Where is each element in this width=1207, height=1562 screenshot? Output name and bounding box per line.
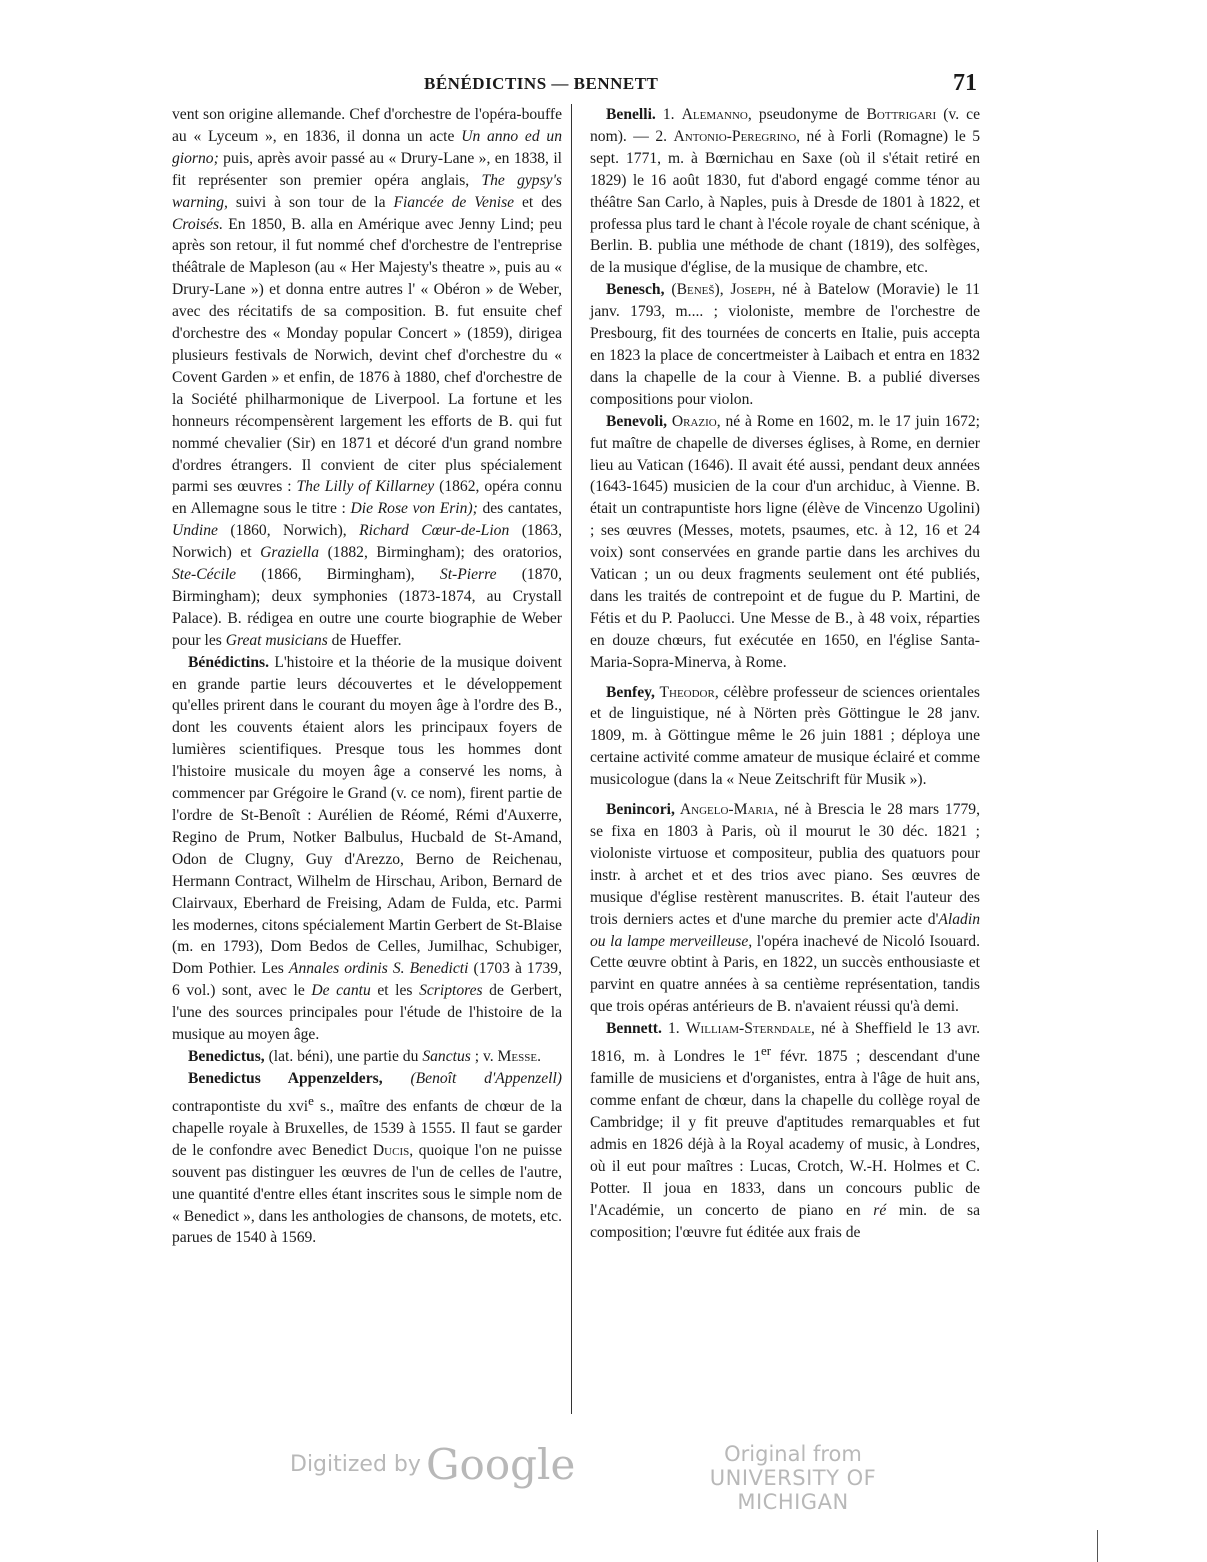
- entry-headword: Benevoli,: [606, 412, 668, 430]
- entry-bennett: Bennett. 1. William-Sterndale, né à Sheffield le 13 avr. 1816, m. à Londres le 1er févr. 1875 ; descendant d'une famille de musiciens et d'organistes, entra à l'âge de huit ans, comme enfant de chœur, dans la chapelle du collège royal de Cambridge; il y fit preuve d'aptitudes remarquables et fut admis en 1826 déjà à la Royal academy of music, à Londres, où il eut pour maîtres : Lucas, Crotch, W.-H. Holmes et C. Potter. Il joua en 1833, dans un concours public de l'Académie, un concerto de piano en ré min. de sa composition; l'œuvre fut éditée aux frais de: [590, 1020, 981, 1241]
- page-number: 71: [953, 70, 977, 96]
- scan-edge-mark: [1097, 1530, 1098, 1562]
- entry-benedictins: Bénédictins. L'histoire et la théorie de la musique doivent en grande partie leurs découvertes et le développement qu'elles prirent dans le courant du moyen âge à l'ordre des B., dont les couvents étaient alors les principaux foyers de lumières scientifiques. Presque tous les hommes dont l'histoire musicale du moyen âge a conservé les noms, à commencer par Grégoire le Grand (v. ce nom), firent partie de l'ordre de St-Benoît : Aurélien de Réomé, Rémi d'Auxerre, Regino de Prum, Notker Balbulus, Hucbald de St-Amand, Odon de Clugny, Guy d'Arezzo, Berno de Reichenau, Hermann Contract, Wilhelm de Hirschau, Aribon, Bernard de Clairvaux, Eberhard de Freising, Adam de Fulda, etc. Parmi les modernes, citons spécialement Martin Gerbert de St-Blaise (m. en 1793), Dom Bedos de Celles, Jumilhac, Schubiger, Dom Pothier. Les Annales ordinis S. Benedicti (1703 à 1739, 6 vol.) sont, avec le De cantu et les Scriptores de Gerbert, l'une des sources principales pour l'étude de l'histoire de la musique au moyen âge.: [172, 653, 562, 1044]
- entry-benelli: Benelli. 1. Alemanno, pseudonyme de Bottrigari (v. ce nom). — 2. Antonio-Peregrino, né à Forli (Romagne) le 5 sept. 1771, m. à Bœrnichau en Saxe (où il s'était retiré en 1829) le 16 août 1830, fut d'abord engagé comme ténor au théâtre San Carlo, à Naples, puis à Dresde de 1801 à 1822, et professa plus tard le chant à l'école royale de chant scénique, à Berlin. B. publia une méthode de chant (1819), des solfèges, de la musique d'église, de la musique de chambre, etc.: [590, 106, 980, 277]
- original-from-watermark: [668, 1442, 918, 1514]
- entry-headword: Benesch,: [606, 281, 665, 299]
- entry-headword: Bénédictins.: [188, 653, 270, 671]
- column-divider: [571, 104, 572, 1414]
- entry-benincori: Benincori, Angelo-Maria, né à Brescia le 28 mars 1779, se fixa en 1803 à Paris, où il mourut le 30 déc. 1821 ; violoniste virtuose et compositeur, publia des quatuors pour instr. à archet et et des trios avec piano. Ses œuvres de musique d'église restèrent manuscrites. B. était l'auteur des trois derniers actes et d'une marche du premier acte d'Aladin ou la lampe merveilleuse, l'opéra inachevé de Nicoló Isouard. Cette œuvre obtint à Paris, en 1822, un succès enthousiaste et parvint en quatre années à sa centième représentation, tandis que trois opéras antérieurs de B. n'avaient réussi qu'à demi.: [590, 801, 980, 1016]
- entry-benevoli: Benevoli, Orazio, né à Rome en 1602, m. le 17 juin 1672; fut maître de chapelle de diverses églises, à Rome, en dernier lieu au Vatican (1646). Il avait été aussi, pendant deux années (1643-1645) musicien de la cour d'un archiduc, à Vienne. B. était un contrapuntiste hors ligne (élève de Vincenzo Ugolini) ; ses œuvres (Messes, motets, psaumes, etc. à 12, 16 et 24 voix) sont conservées en grande partie dans les archives du Vatican ; un ou deux fragments seulement ont été publiés, dans les traités de contrepoint et de fugue du P. Martini, de Fétis et du P. Paolucci. Une Messe de B., à 48 voix, réparties en douze chœurs, fut exécutée en 1650, en l'église Santa-Maria-Sopra-Minerva, à Rome.: [590, 412, 980, 671]
- digitized-by-text: Digitized by: [290, 1452, 421, 1477]
- digitized-by-google-watermark: [290, 1440, 575, 1489]
- left-column: [172, 104, 562, 1249]
- entry-headword: Benedictus Appenzelders,: [188, 1069, 383, 1087]
- entry-headword: Benelli.: [606, 106, 656, 123]
- page-header: [172, 70, 977, 100]
- entry-benesch: Benesch, (Beneš), Joseph, né à Batelow (Moravie) le 11 janv. 1793, m.... ; violoniste, membre de l'orchestre de Presbourg, fit des tournées de concerts en Italie, puis accepta en 1823 la place de concertmeister à Laibach et entra en 1832 dans la chapelle de la cour à Vienne. B. a publié diverses compositions pour violon.: [590, 281, 981, 408]
- entry-headword: Bennett.: [606, 1020, 662, 1038]
- original-from-text: Original from: [724, 1442, 862, 1466]
- entry-headword: Benedictus,: [188, 1047, 265, 1065]
- google-logo-text: Google: [426, 1440, 576, 1489]
- entry-headword: Benincori,: [606, 801, 675, 819]
- entry-benfey: Benfey, Theodor, célèbre professeur de sciences orientales et de linguistique, né à Nörten près Göttingue le 28 janv. 1809, m. à Göttingue même le 26 juin 1881 ; déploya une certaine activité comme amateur de musique éclairé et comme musicologue (dans la « Neue Zeitschrift für Musik »).: [590, 683, 980, 789]
- entry-benedictus-appenzelders: Benedictus Appenzelders, (Benoît d'Appenzell) contrapontiste du xvi$^e$ s., maître des enfants de chœur de la chapelle royale à Bruxelles, de 1539 à 1555. Il faut se garder de le confondre avec Benedict Ducis, quoique l'on ne puisse souvent pas distinguer les œuvres de l'un de celles de l'autre, une quantité d'entre elles étant inscrites sous le simple nom de « Benedict », dans les anthologies de chansons, de motets, etc. parues de 1540 à 1569.: [172, 1069, 563, 1247]
- entry-benedictus: Benedictus, (lat. béni), une partie du Sanctus ; v. Messe.: [188, 1047, 541, 1065]
- university-text: UNIVERSITY OF MICHIGAN: [709, 1466, 877, 1514]
- right-column: [590, 104, 980, 1243]
- running-title: BÉNÉDICTINS — BENNETT: [424, 74, 659, 93]
- entry-continuation: vent son origine allemande. Chef d'orchestre de l'opéra-bouffe au « Lyceum », en 1836, il donna un acte Un anno ed un giorno; puis, après avoir passé au « Drury-Lane », en 1838, il fit représenter son premier opéra anglais, The gypsy's warning, suivi à son tour de la Fiancée de Venise et des Croisés. En 1850, B. alla en Amérique avec Jenny Lind; peu après son retour, il fut nommé chef d'orchestre de l'entreprise théâtrale de Mapleson (au « Her Majesty's theatre », puis au « Drury-Lane ») et donna entre autres l' « Obéron » de Weber, avec des récitatifs de sa composition. B. fut ensuite chef d'orchestre des « Monday popular Concert » (1859), dirigea plusieurs festivals de Norwich, devint chef d'orchestre du « Covent Garden » et enfin, de 1876 à 1880, chef d'orchestre de la Société philharmonique de Liverpool. La fortune et les honneurs récompensèrent largement les efforts de B. qui fut nommé chevalier (Sir) en 1871 et décoré d'un grand nombre d'ordres étrangers. Il convient de citer plus spécialement parmi ses œuvres : The Lilly of Killarney (1862, opéra connu en Allemagne sous le titre : Die Rose von Erin); des cantates, Undine (1860, Norwich), Richard Cœur-de-Lion (1863, Norwich) et Graziella (1882, Birmingham); des oratorios, Ste-Cécile (1866, Birmingham), St-Pierre (1870, Birmingham); deux symphonies (1873-1874, au Crystall Palace). B. rédigea en outre une courte biographie de Weber pour les Great musicians de Hueffer.: [172, 106, 563, 649]
- entry-headword: Benfey,: [606, 683, 655, 701]
